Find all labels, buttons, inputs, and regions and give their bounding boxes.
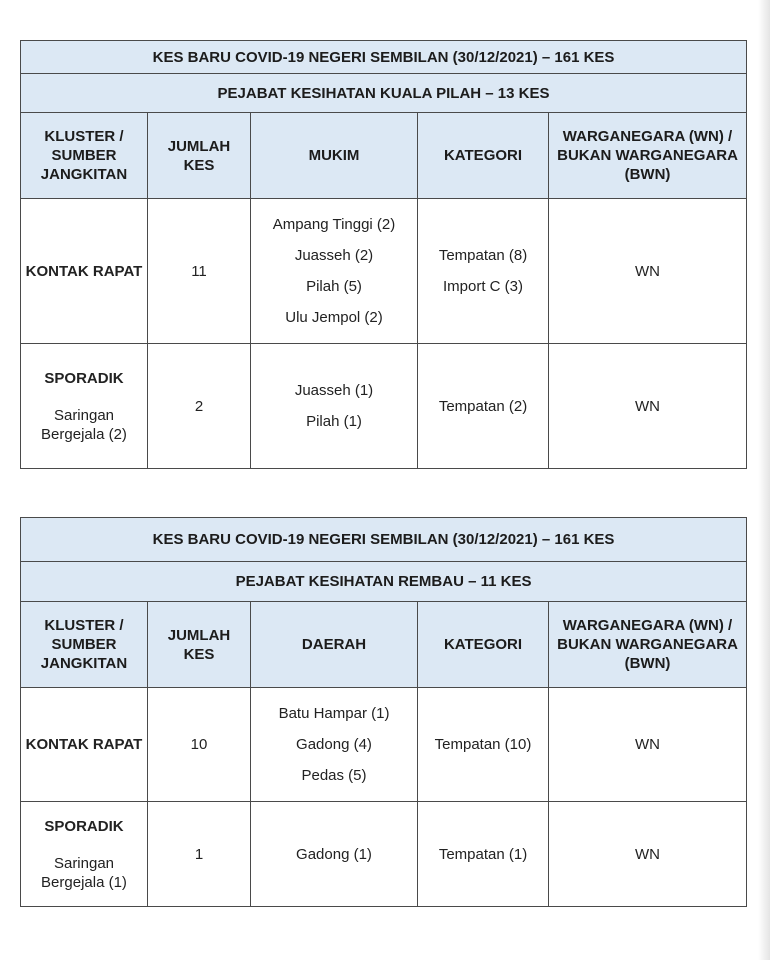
category-item: Tempatan (2)	[438, 397, 528, 415]
area-item: Gadong (4)	[296, 736, 372, 753]
area-cell	[251, 688, 418, 802]
count-cell: 1	[148, 802, 251, 907]
table-row	[21, 199, 747, 344]
office-title: PEJABAT KESIHATAN REMBAU – 11 KES	[21, 562, 747, 602]
category-cell	[418, 344, 549, 469]
citizenship-cell: WN	[549, 199, 747, 344]
area-cell	[251, 199, 418, 344]
header-area: MUKIM	[251, 113, 418, 199]
count-cell: 11	[148, 199, 251, 344]
area-cell	[251, 344, 418, 469]
cluster-cell: KONTAK RAPAT	[21, 688, 148, 802]
area-item: Ulu Jempol (2)	[285, 309, 383, 326]
cluster-label: SPORADIK	[44, 817, 124, 835]
category-item: Tempatan (10)	[434, 736, 532, 753]
area-item: Pilah (5)	[306, 278, 362, 295]
office-title: PEJABAT KESIHATAN KUALA PILAH – 13 KES	[21, 74, 747, 113]
category-cell	[418, 688, 549, 802]
area-item: Juasseh (2)	[294, 247, 374, 264]
cluster-label: SPORADIK	[44, 369, 124, 387]
header-category: KATEGORI	[418, 113, 549, 199]
header-count: JUMLAH KES	[148, 602, 251, 688]
cluster-cell	[21, 344, 148, 469]
header-citizenship: WARGANEGARA (WN) / BUKAN WARGANEGARA (BWN)	[549, 602, 747, 688]
table-row	[21, 802, 747, 907]
category-item: Tempatan (1)	[438, 845, 528, 863]
citizenship-cell: WN	[549, 688, 747, 802]
area-item: Gadong (1)	[296, 845, 372, 863]
header-area: DAERAH	[251, 602, 418, 688]
table-row	[21, 688, 747, 802]
table-title: KES BARU COVID-19 NEGERI SEMBILAN (30/12/2021) – 161 KES	[21, 41, 747, 74]
area-item: Ampang Tinggi (2)	[272, 216, 396, 233]
header-citizenship: WARGANEGARA (WN) / BUKAN WARGANEGARA (BWN)	[549, 113, 747, 199]
area-item: Juasseh (1)	[294, 382, 374, 399]
area-cell	[251, 802, 418, 907]
cluster-detail: Saringan Bergejala (2)	[41, 406, 127, 443]
table-title: KES BARU COVID-19 NEGERI SEMBILAN (30/12/2021) – 161 KES	[21, 518, 747, 562]
page-edge-shadow	[758, 0, 770, 960]
count-cell: 10	[148, 688, 251, 802]
header-cluster: KLUSTER / SUMBER JANGKITAN	[21, 602, 148, 688]
category-cell	[418, 802, 549, 907]
citizenship-cell: WN	[549, 344, 747, 469]
category-item: Tempatan (8)	[438, 247, 528, 264]
cluster-cell: KONTAK RAPAT	[21, 199, 148, 344]
cluster-detail: Saringan Bergejala (1)	[41, 854, 127, 891]
count-cell: 2	[148, 344, 251, 469]
header-category: KATEGORI	[418, 602, 549, 688]
citizenship-cell: WN	[549, 802, 747, 907]
table-row	[21, 344, 747, 469]
area-item: Pilah (1)	[306, 413, 362, 430]
category-cell	[418, 199, 549, 344]
case-table-kuala-pilah	[20, 40, 747, 469]
case-table-rembau	[20, 517, 747, 907]
header-count: JUMLAH KES	[148, 113, 251, 199]
header-cluster: KLUSTER / SUMBER JANGKITAN	[21, 113, 148, 199]
cluster-cell	[21, 802, 148, 907]
area-item: Batu Hampar (1)	[278, 705, 390, 722]
category-item: Import C (3)	[442, 278, 523, 295]
area-item: Pedas (5)	[301, 767, 367, 784]
